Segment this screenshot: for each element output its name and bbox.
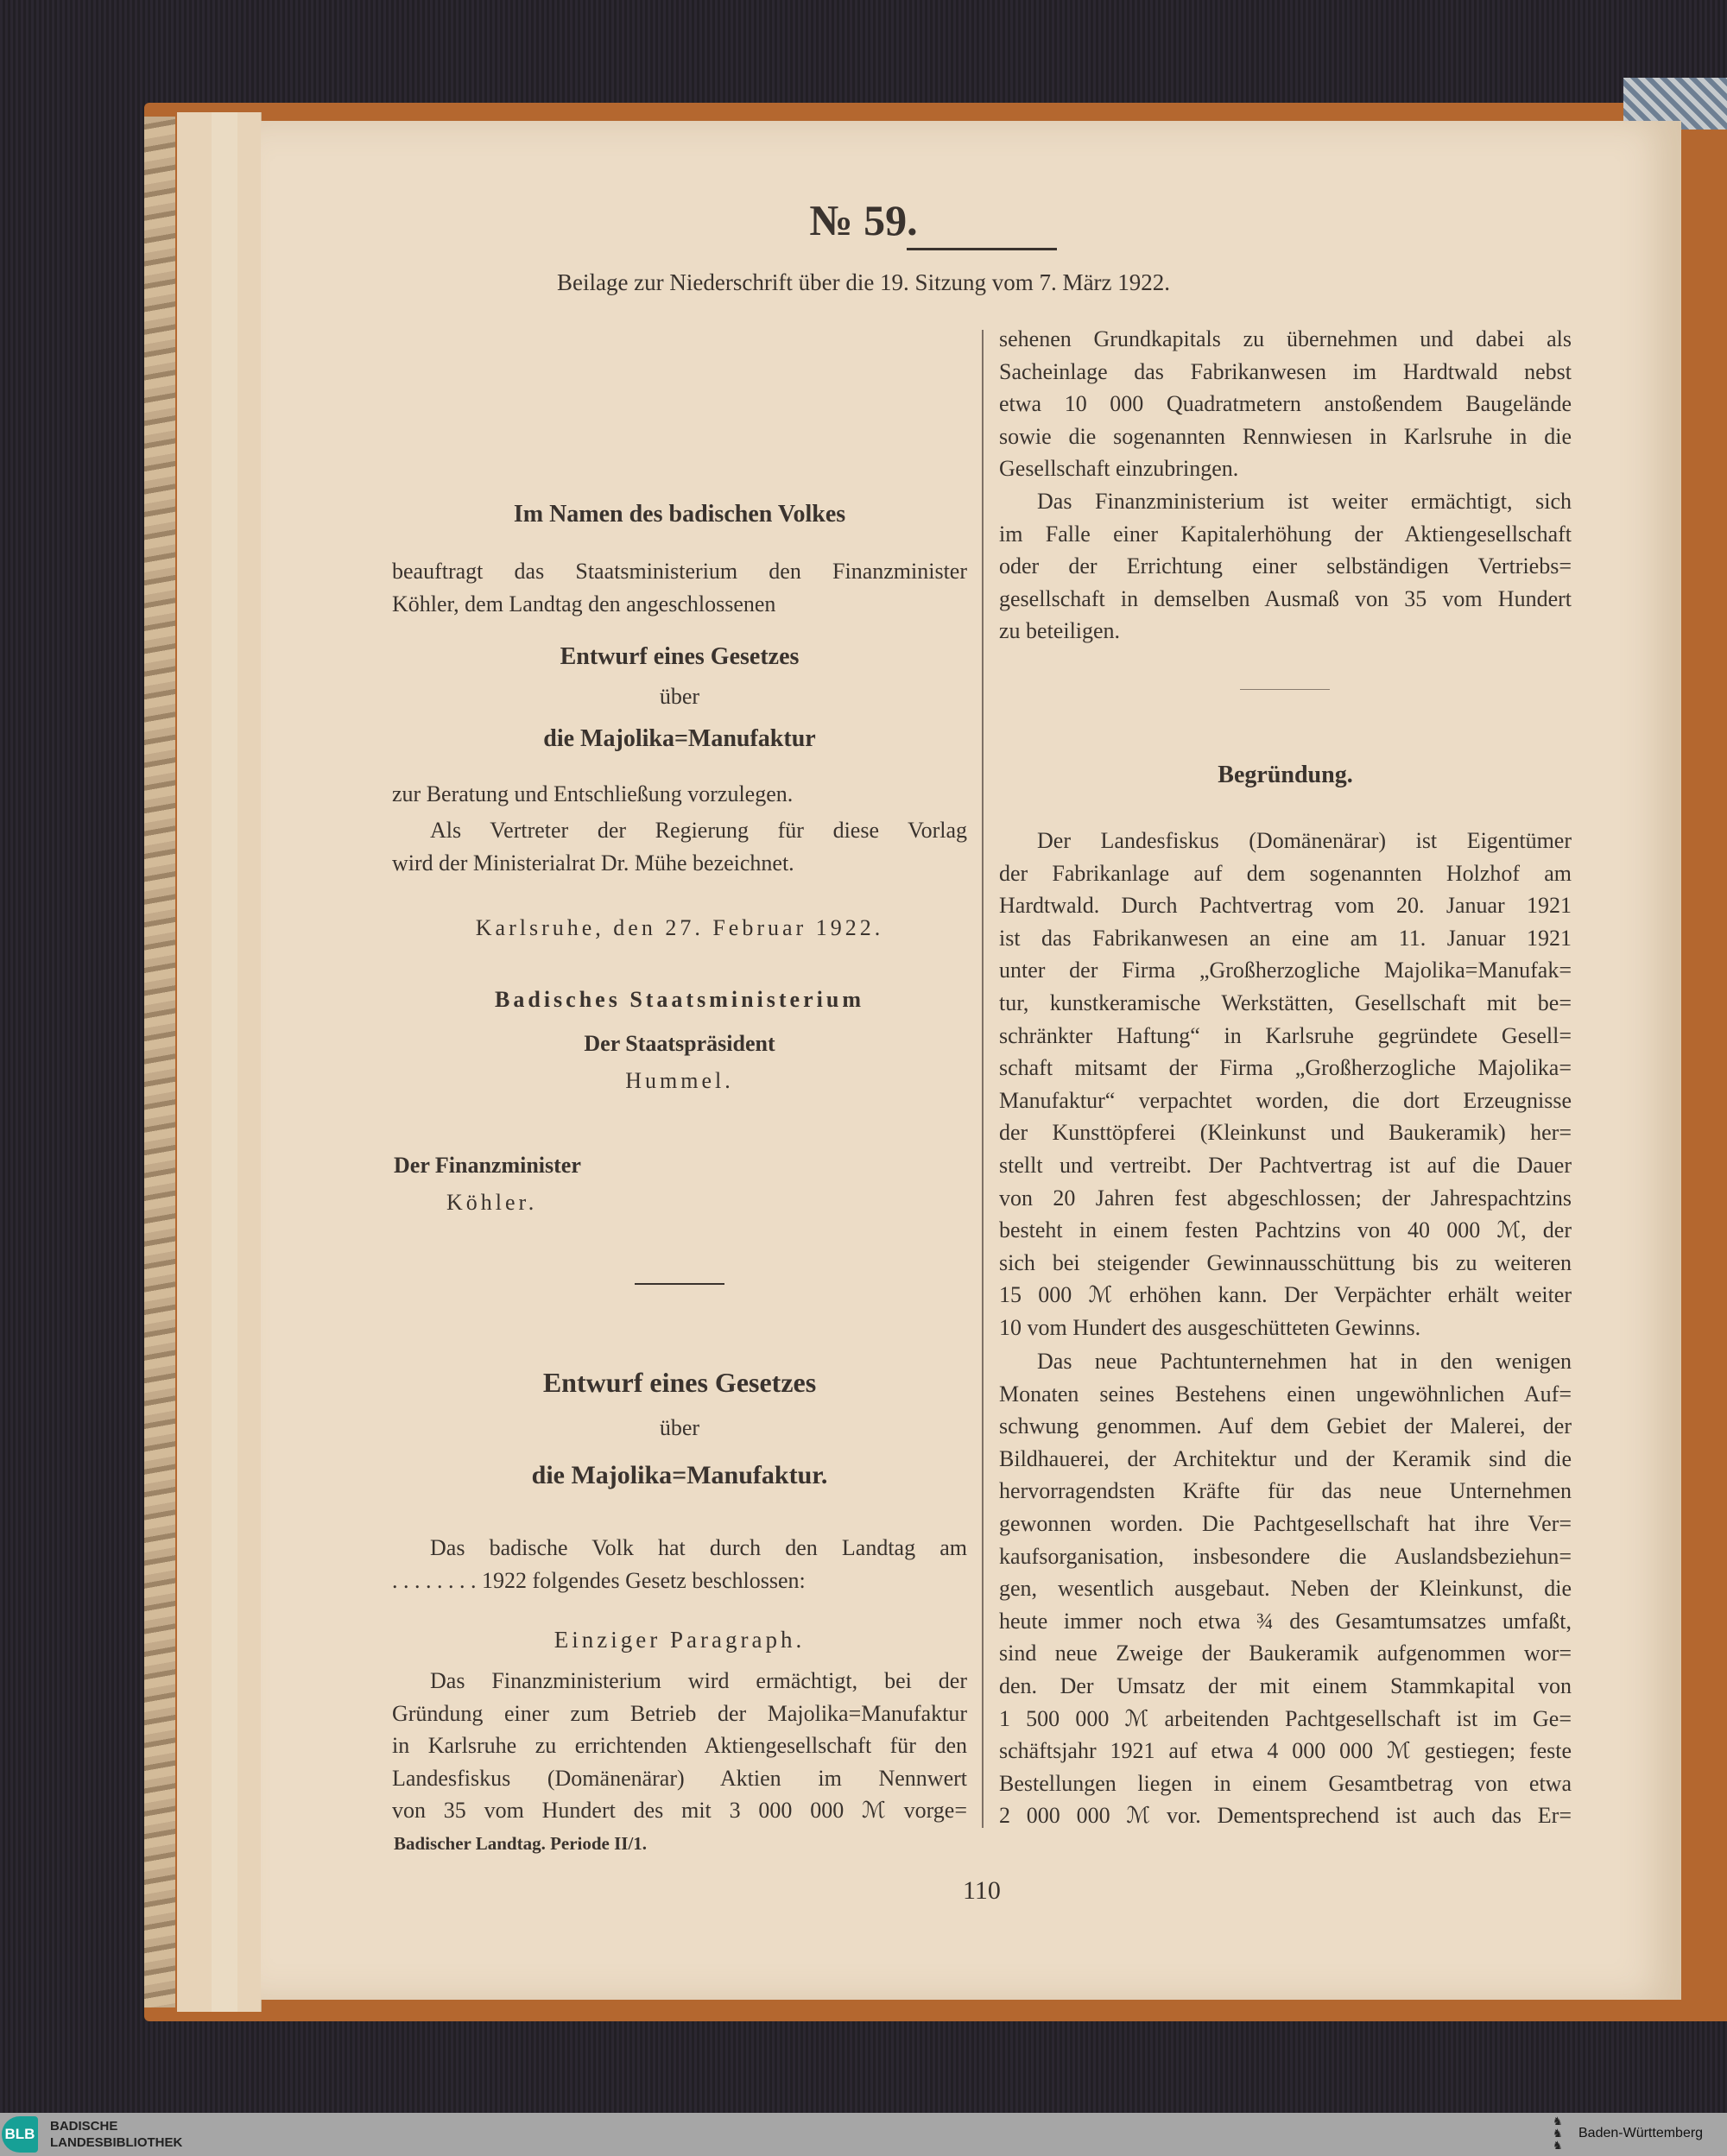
heading-begruendung: Begründung. bbox=[1218, 762, 1353, 788]
text-line: gesellschaft in demselben Ausmaß von 35 vom Hundert bbox=[999, 585, 1572, 611]
text-line: . . . . . . . . 1922 folgendes Gesetz beschlossen: bbox=[392, 1567, 806, 1593]
text-line: 1 500 000 ℳ arbeitenden Pachtgesellschaft ist im Ge= bbox=[999, 1705, 1572, 1731]
text-line: sind neue Zweige der Baukeramik aufgenommen wor= bbox=[999, 1641, 1572, 1666]
paragraph-landesfiskus bbox=[999, 825, 1572, 1344]
page-stack bbox=[212, 112, 238, 2012]
text-line: oder der Errichtung einer selbständigen Vertriebs= bbox=[999, 553, 1572, 579]
library-name-line1: BADISCHE bbox=[50, 2119, 118, 2134]
text-line: Das neue Pachtunternehmen hat in den wenigen bbox=[1037, 1349, 1572, 1374]
heading-entwurf-2: Entwurf eines Gesetzes bbox=[542, 1367, 817, 1398]
paragraph-pachtunternehmen bbox=[999, 1345, 1572, 1832]
text-line: Manufaktur“ verpachtet worden, die dort Erzeugnisse bbox=[999, 1087, 1572, 1113]
paragraph-ermaechtigt bbox=[999, 485, 1572, 648]
text-line: von 20 Jahren fest abgeschlossen; der Jahrespachtzins bbox=[999, 1185, 1572, 1211]
text-line: 15 000 ℳ erhöhen kann. Der Verpächter erhält weiter bbox=[999, 1282, 1572, 1308]
heading-im-namen: Im Namen des badischen Volkes bbox=[513, 501, 846, 528]
text-line: Monaten seines Bestehens einen ungewöhnlichen Auf= bbox=[999, 1381, 1572, 1407]
text-line: 10 vom Hundert des ausgeschütteten Gewinns. bbox=[999, 1314, 1421, 1340]
text-line: etwa 10 000 Quadratmetern anstoßendem Baugelände bbox=[999, 391, 1572, 417]
text-line: Bildhauerei, der Architektur und der Keramik sind die bbox=[999, 1445, 1572, 1471]
paragraph-vertreter bbox=[392, 814, 967, 879]
text-line: kaufsorganisation, insbesondere die Auslandsbeziehun= bbox=[999, 1543, 1572, 1569]
text-line: wird der Ministerialrat Dr. Mühe bezeichnet. bbox=[392, 850, 794, 876]
text-line: der Kunsttöpferei (Kleinkunst und Baukeramik) her= bbox=[999, 1120, 1572, 1146]
text-line: sowie die sogenannten Rennwiesen in Karlsruhe in die bbox=[999, 423, 1572, 449]
paragraph-einziger bbox=[392, 1665, 967, 1827]
page-number: 110 bbox=[963, 1876, 1001, 1905]
text-line: von 35 vom Hundert des mit 3 000 000 ℳ vorge= bbox=[392, 1798, 967, 1824]
text-line: heute immer noch etwa ¾ des Gesamtumsatzes umfaßt, bbox=[999, 1608, 1572, 1634]
minister-name: Köhler. bbox=[446, 1190, 538, 1215]
text-line: sich bei steigender Gewinnausschüttung bis zu weiteren bbox=[999, 1249, 1572, 1275]
paragraph-grundkapital bbox=[999, 323, 1572, 485]
text-line: Hardtwald. Durch Pachtvertrag vom 20. Januar 1921 bbox=[999, 893, 1572, 919]
president-title: Der Staatspräsident bbox=[584, 1031, 775, 1056]
ministry-name: Badisches Staatsministerium bbox=[495, 987, 864, 1012]
state-name[interactable]: Baden-Württemberg bbox=[1578, 2126, 1704, 2140]
text-line: Das badische Volk hat durch den Landtag am bbox=[430, 1535, 967, 1560]
text-line: gen, wesentlich ausgebaut. Neben der Kleinkunst, die bbox=[999, 1576, 1572, 1602]
text-ueber-2: über bbox=[659, 1415, 700, 1440]
text-line: in Karlsruhe zu errichtenden Aktiengesellschaft für den bbox=[392, 1733, 967, 1759]
text-line: 2 000 000 ℳ vor. Dementsprechend ist auch das Er= bbox=[999, 1803, 1572, 1829]
heading-entwurf: Entwurf eines Gesetzes bbox=[560, 643, 800, 670]
text-ueber: über bbox=[659, 684, 700, 709]
text-line: sehenen Grundkapitals zu übernehmen und dabei als bbox=[999, 326, 1572, 351]
text-line: Der Landesfiskus (Domänenärar) ist Eigentümer bbox=[1037, 828, 1572, 853]
paragraph-beratung bbox=[392, 778, 967, 811]
text-line: den. Der Umsatz der mit einem Stammkapital von bbox=[999, 1672, 1572, 1698]
lion-crest-icon: ♞ ♞ ♞ bbox=[1553, 2115, 1563, 2152]
document-subtitle: Beilage zur Niederschrift über die 19. Sitzung vom 7. März 1922. bbox=[556, 269, 1171, 295]
text-line: besteht in einem festen Pachtzins von 40 000 ℳ, der bbox=[999, 1217, 1572, 1243]
text-line: tur, kunstkeramische Werkstätten, Gesellschaft mit be= bbox=[999, 989, 1572, 1015]
blb-logo[interactable]: BLB bbox=[2, 2116, 38, 2153]
text-line: Sacheinlage das Fabrikanwesen im Hardtwald nebst bbox=[999, 358, 1572, 384]
text-line: Das Finanzministerium ist weiter ermächtigt, sich bbox=[1037, 489, 1572, 514]
title-underline bbox=[907, 248, 1057, 250]
text-line: Köhler, dem Landtag den angeschlossenen bbox=[392, 591, 776, 616]
text-line: im Falle einer Kapitalerhöhung der Aktiengesellschaft bbox=[999, 521, 1572, 547]
text-line: schwung genommen. Auf dem Gebiet der Malerei, der bbox=[999, 1413, 1572, 1439]
page-stack bbox=[177, 112, 212, 2012]
text-line: schäftsjahr 1921 auf etwa 4 000 000 ℳ gestiegen; feste bbox=[999, 1738, 1572, 1764]
text-line: Gründung einer zum Betrieb der Majolika=Manufaktur bbox=[392, 1700, 967, 1726]
text-line: unter der Firma „Großherzogliche Majolika=Manufak= bbox=[999, 958, 1572, 983]
section-title: Einziger Paragraph. bbox=[554, 1627, 806, 1653]
text-line: der Fabrikanlage auf dem sogenannten Holzhof am bbox=[999, 860, 1572, 886]
library-name-line2: LANDESBIBLIOTHEK bbox=[50, 2135, 183, 2150]
text-line: schaft mitsamt der Firma „Großherzogliche Majolika= bbox=[999, 1055, 1572, 1081]
minister-title: Der Finanzminister bbox=[394, 1153, 581, 1178]
text-line: ist das Fabrikanwesen an eine am 11. Januar 1921 bbox=[999, 925, 1572, 951]
text-line: hervorragendsten Kräfte für das neue Unternehmen bbox=[999, 1478, 1572, 1504]
text-line: gewonnen worden. Die Pachtgesellschaft hat ihre Ver= bbox=[999, 1510, 1572, 1536]
president-name: Hummel. bbox=[625, 1068, 734, 1093]
text-line: stellt und vertreibt. Der Pachtvertrag ist auf die Dauer bbox=[999, 1152, 1572, 1178]
footer-bar bbox=[0, 2113, 1727, 2156]
document-number: № 59. bbox=[809, 196, 918, 244]
heading-majolika-2: die Majolika=Manufaktur. bbox=[531, 1461, 828, 1489]
heading-majolika: die Majolika=Manufaktur bbox=[543, 725, 816, 752]
place-date: Karlsruhe, den 27. Februar 1922. bbox=[475, 915, 884, 940]
footer-note: Badischer Landtag. Periode II/1. bbox=[394, 1833, 648, 1854]
paragraph-landtag bbox=[392, 1532, 967, 1596]
book-cover-marbled-edge bbox=[144, 117, 175, 2007]
text-line: schränkter Haftung“ in Karlsruhe gegründete Gesell= bbox=[999, 1022, 1572, 1048]
text-line: Als Vertreter der Regierung für diese Vorlag bbox=[430, 818, 967, 843]
text-line: Landesfiskus (Domänenärar) Aktien im Nennwert bbox=[392, 1765, 967, 1791]
text-line: zur Beratung und Entschließung vorzulegen. bbox=[392, 781, 794, 806]
section-rule bbox=[1240, 689, 1330, 690]
text-line: beauftragt das Staatsministerium den Finanzminister bbox=[392, 559, 967, 584]
section-rule bbox=[635, 1283, 724, 1285]
text-line: zu beteiligen. bbox=[999, 618, 1121, 644]
library-name[interactable] bbox=[50, 2118, 182, 2151]
text-line: Gesellschaft einzubringen. bbox=[999, 456, 1239, 482]
paragraph-beauftragt bbox=[392, 555, 967, 620]
text-line: Das Finanzministerium wird ermächtigt, bei der bbox=[430, 1668, 967, 1693]
text-line: Bestellungen liegen in einem Gesamtbetrag von etwa bbox=[999, 1770, 1572, 1796]
column-divider bbox=[982, 330, 984, 1828]
page-stack bbox=[237, 112, 262, 2012]
